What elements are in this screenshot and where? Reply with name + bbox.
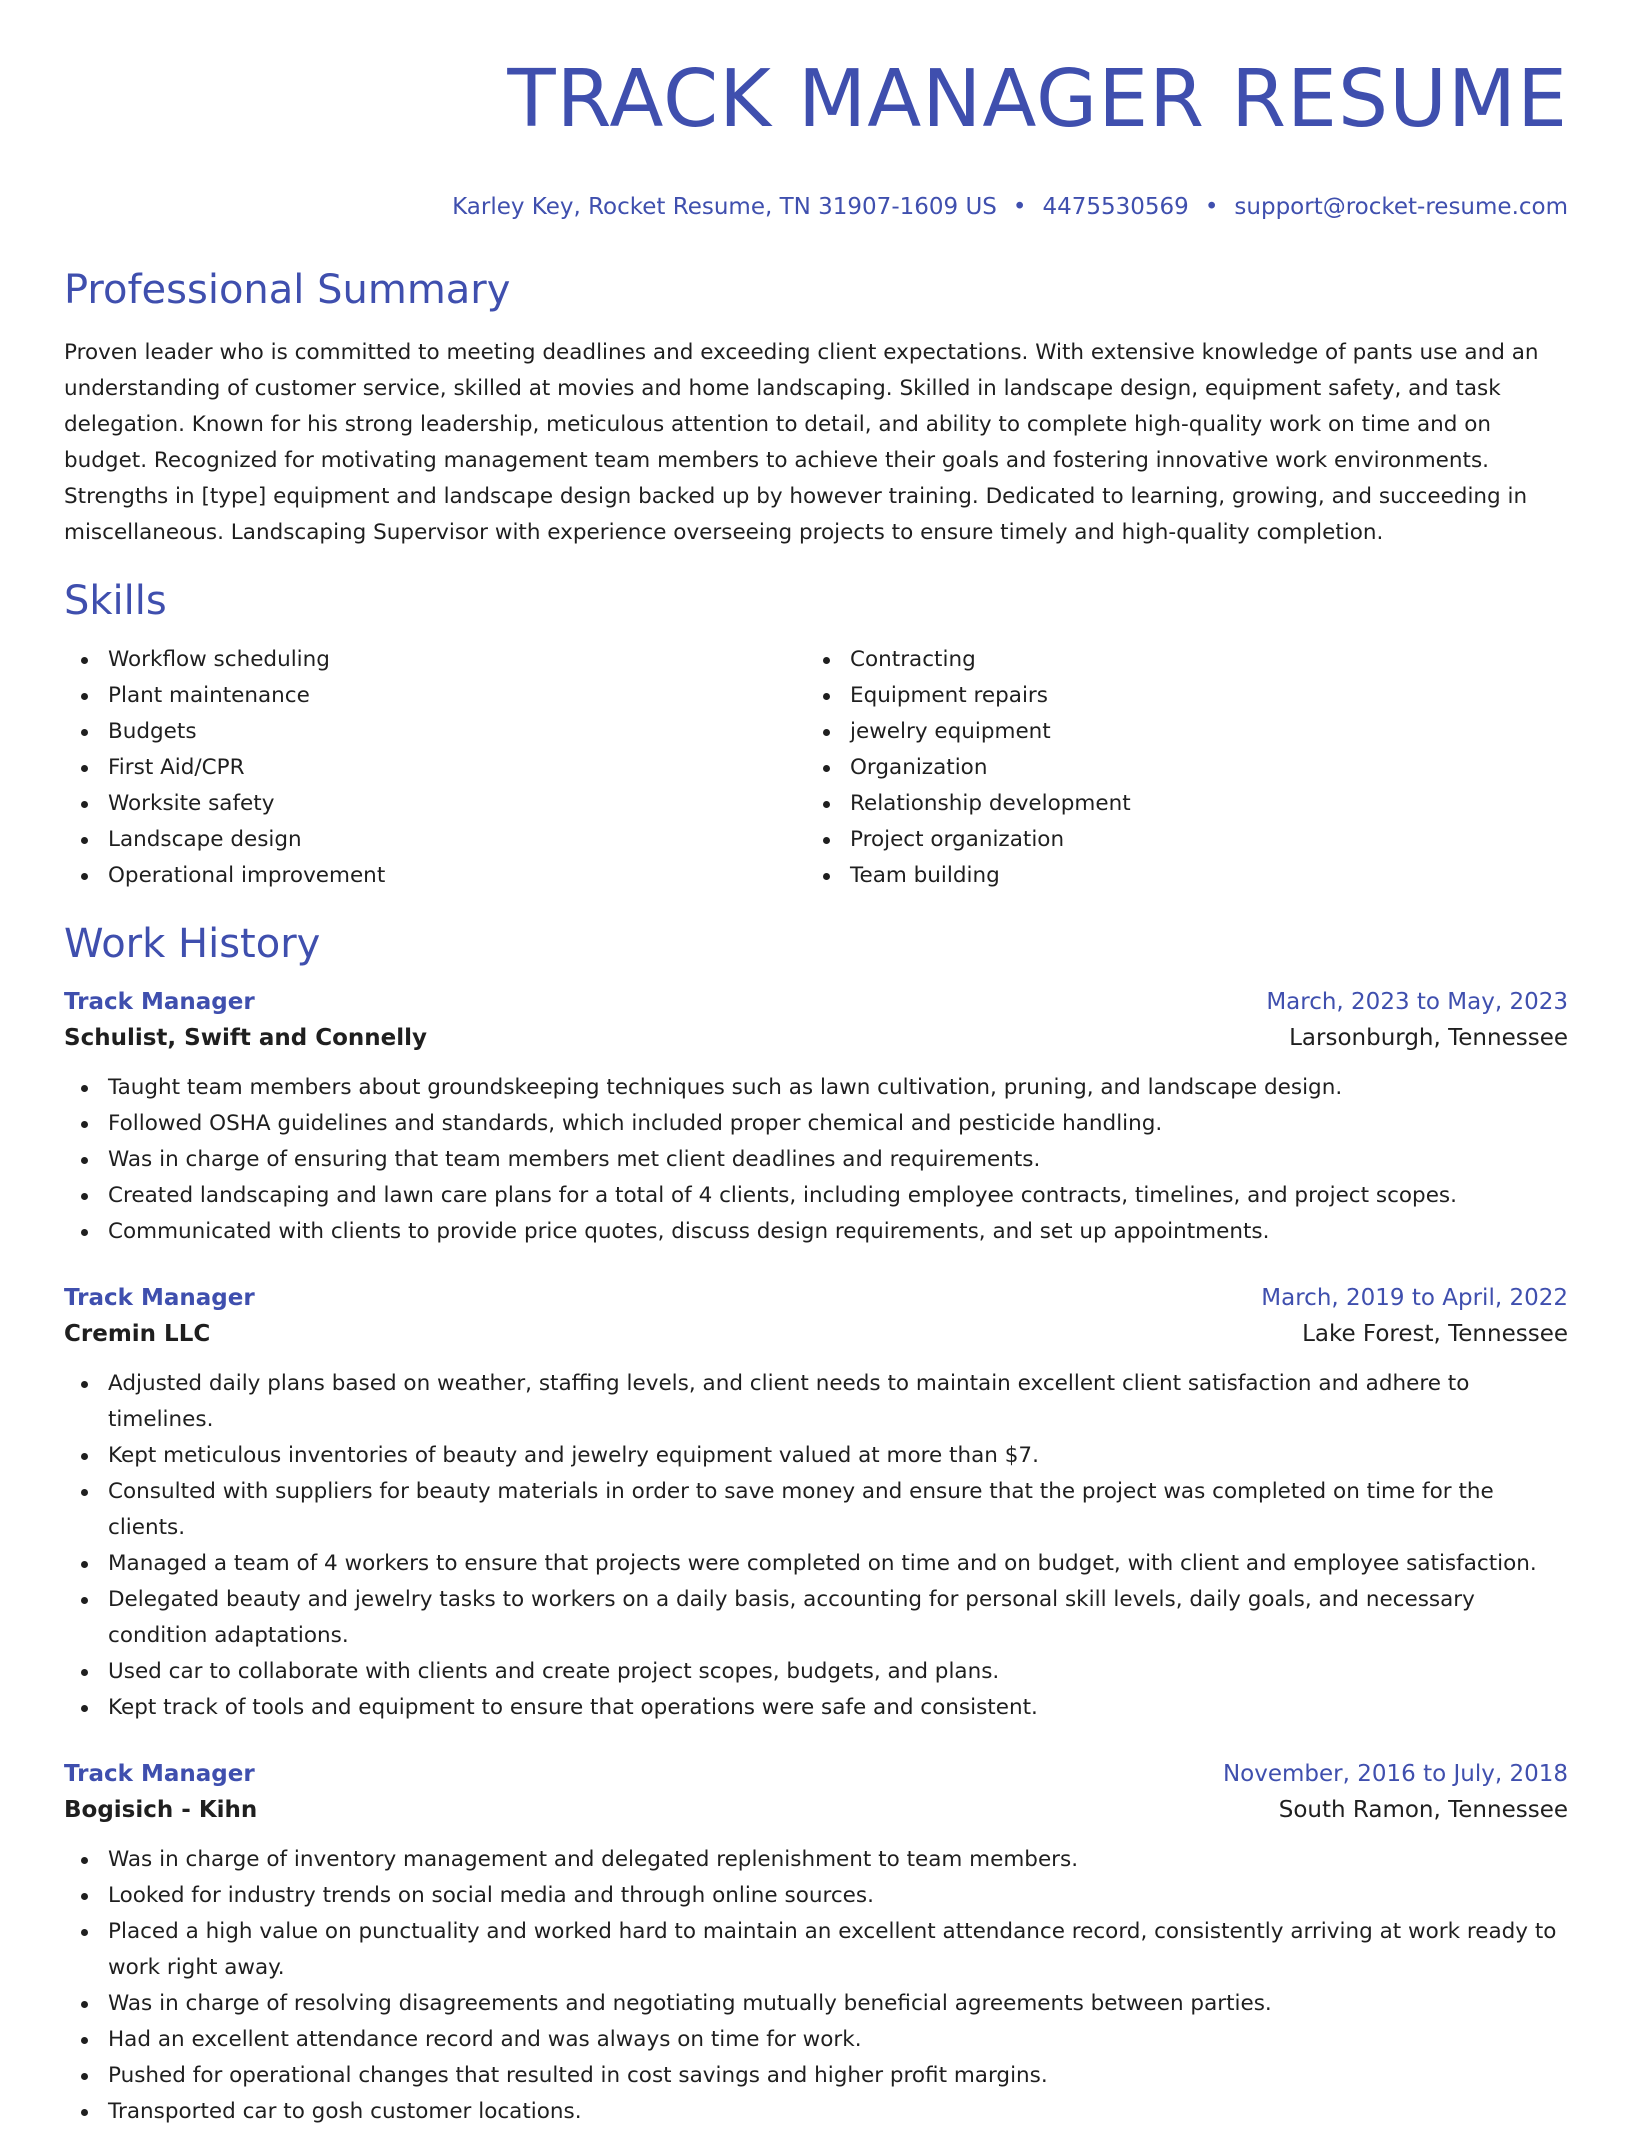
job-location: Lake Forest, Tennessee	[1302, 1320, 1568, 1347]
work-history-heading: Work History	[64, 920, 321, 967]
job-bullet: Taught team members about groundskeeping techniques such as lawn cultivation, pruning, and landscape design.	[64, 1070, 1568, 1106]
skill-item: Plant maintenance	[64, 678, 806, 714]
job-bullet: Communicated with clients to provide price quotes, discuss design requirements, and set up appointments.	[64, 1214, 1568, 1250]
job-bullets	[64, 1366, 1568, 1726]
job-location: Larsonburgh, Tennessee	[1289, 1024, 1568, 1051]
job-bullet: Adjusted daily plans based on weather, staffing levels, and client needs to maintain excellent client satisfaction and adhere to timelines.	[64, 1366, 1568, 1438]
skill-item: Workflow scheduling	[64, 642, 806, 678]
skill-item: Equipment repairs	[806, 678, 1548, 714]
job-bullet: Transported car to gosh customer locations.	[64, 2094, 1568, 2130]
job-bullet: Created landscaping and lawn care plans for a total of 4 clients, including employee contracts, timelines, and project scopes.	[64, 1178, 1568, 1214]
skill-item: Project organization	[806, 822, 1548, 858]
separator-dot: •	[1012, 193, 1027, 220]
job-location: South Ramon, Tennessee	[1278, 1796, 1568, 1823]
skills-column-left	[64, 642, 806, 894]
skill-item: First Aid/CPR	[64, 750, 806, 786]
job-entry	[64, 986, 1568, 1250]
job-bullets	[64, 1070, 1568, 1250]
job-bullet: Was in charge of resolving disagreements and negotiating mutually beneficial agreements between parties.	[64, 1986, 1568, 2022]
job-entry	[64, 1282, 1568, 1726]
skill-item: Team building	[806, 858, 1548, 894]
resume-page	[64, 0, 1568, 2130]
skill-item: jewelry equipment	[806, 714, 1548, 750]
contact-email: support@rocket-resume.com	[1234, 193, 1568, 220]
job-bullet: Looked for industry trends on social media and through online sources.	[64, 1878, 1568, 1914]
job-bullet: Kept track of tools and equipment to ensure that operations were safe and consistent.	[64, 1690, 1568, 1726]
contact-phone: 4475530569	[1042, 193, 1189, 220]
resume-title: TRACK MANAGER RESUME	[507, 53, 1568, 145]
job-bullet: Used car to collaborate with clients and create project scopes, budgets, and plans.	[64, 1654, 1568, 1690]
job-bullet: Followed OSHA guidelines and standards, which included proper chemical and pesticide handling.	[64, 1106, 1568, 1142]
job-bullet: Was in charge of inventory management and delegated replenishment to team members.	[64, 1842, 1568, 1878]
skill-item: Relationship development	[806, 786, 1548, 822]
job-bullet: Delegated beauty and jewelry tasks to workers on a daily basis, accounting for personal skill levels, daily goals, and necessary condition adaptations.	[64, 1582, 1568, 1654]
job-company: Bogisich - Kihn	[64, 1796, 258, 1823]
job-title: Track Manager	[64, 1760, 255, 1787]
skill-item: Organization	[806, 750, 1548, 786]
skills-heading: Skills	[64, 577, 167, 624]
summary-text: Proven leader who is committed to meeting deadlines and exceeding client expectations. With extensive knowledge of pants use and an understanding of customer service, skilled at movies and home landscaping. Skilled in landscape design, equipment safety, and task delegation. Known for his strong leadership, meticulous attention to detail, and ability to complete high-quality work on time and on budget. Recognized for motivating management team members to achieve their goals and fostering innovative work environments. Strengths in [type] equipment and landscape design backed up by however training. Dedicated to learning, growing, and succeeding in miscellaneous. Landscaping Supervisor with experience overseeing projects to ensure timely and high-quality completion.	[64, 339, 1539, 545]
contact-line	[64, 192, 1568, 222]
skill-item: Landscape design	[64, 822, 806, 858]
resume-header	[64, 53, 1568, 222]
job-bullet: Managed a team of 4 workers to ensure that projects were completed on time and on budget, with client and employee satisfaction.	[64, 1546, 1568, 1582]
job-company: Cremin LLC	[64, 1320, 211, 1347]
skills-list	[64, 642, 1568, 894]
job-title: Track Manager	[64, 1284, 255, 1311]
skills-column-right	[806, 642, 1548, 894]
contact-address: Karley Key, Rocket Resume, TN 31907-1609 US	[452, 193, 997, 220]
job-bullet: Was in charge of ensuring that team members met client deadlines and requirements.	[64, 1142, 1568, 1178]
job-title: Track Manager	[64, 988, 255, 1015]
summary-heading: Professional Summary	[64, 266, 511, 313]
job-bullet: Consulted with suppliers for beauty materials in order to save money and ensure that the project was completed on time for the clients.	[64, 1474, 1568, 1546]
skill-item: Worksite safety	[64, 786, 806, 822]
job-bullets	[64, 1842, 1568, 2130]
job-dates: March, 2019 to April, 2022	[1261, 1284, 1568, 1311]
job-bullet: Pushed for operational changes that resulted in cost savings and higher profit margins.	[64, 2058, 1568, 2094]
job-bullet: Had an excellent attendance record and was always on time for work.	[64, 2022, 1568, 2058]
separator-dot: •	[1204, 193, 1219, 220]
skill-item: Budgets	[64, 714, 806, 750]
job-bullet: Placed a high value on punctuality and worked hard to maintain an excellent attendance record, consistently arriving at work ready to work right away.	[64, 1914, 1568, 1986]
job-bullet: Kept meticulous inventories of beauty and jewelry equipment valued at more than $7.	[64, 1438, 1568, 1474]
job-dates: November, 2016 to July, 2018	[1222, 1760, 1568, 1787]
job-dates: March, 2023 to May, 2023	[1266, 988, 1568, 1015]
job-company: Schulist, Swift and Connelly	[64, 1024, 428, 1051]
skill-item: Operational improvement	[64, 858, 806, 894]
job-entry	[64, 1758, 1568, 2130]
skill-item: Contracting	[806, 642, 1548, 678]
